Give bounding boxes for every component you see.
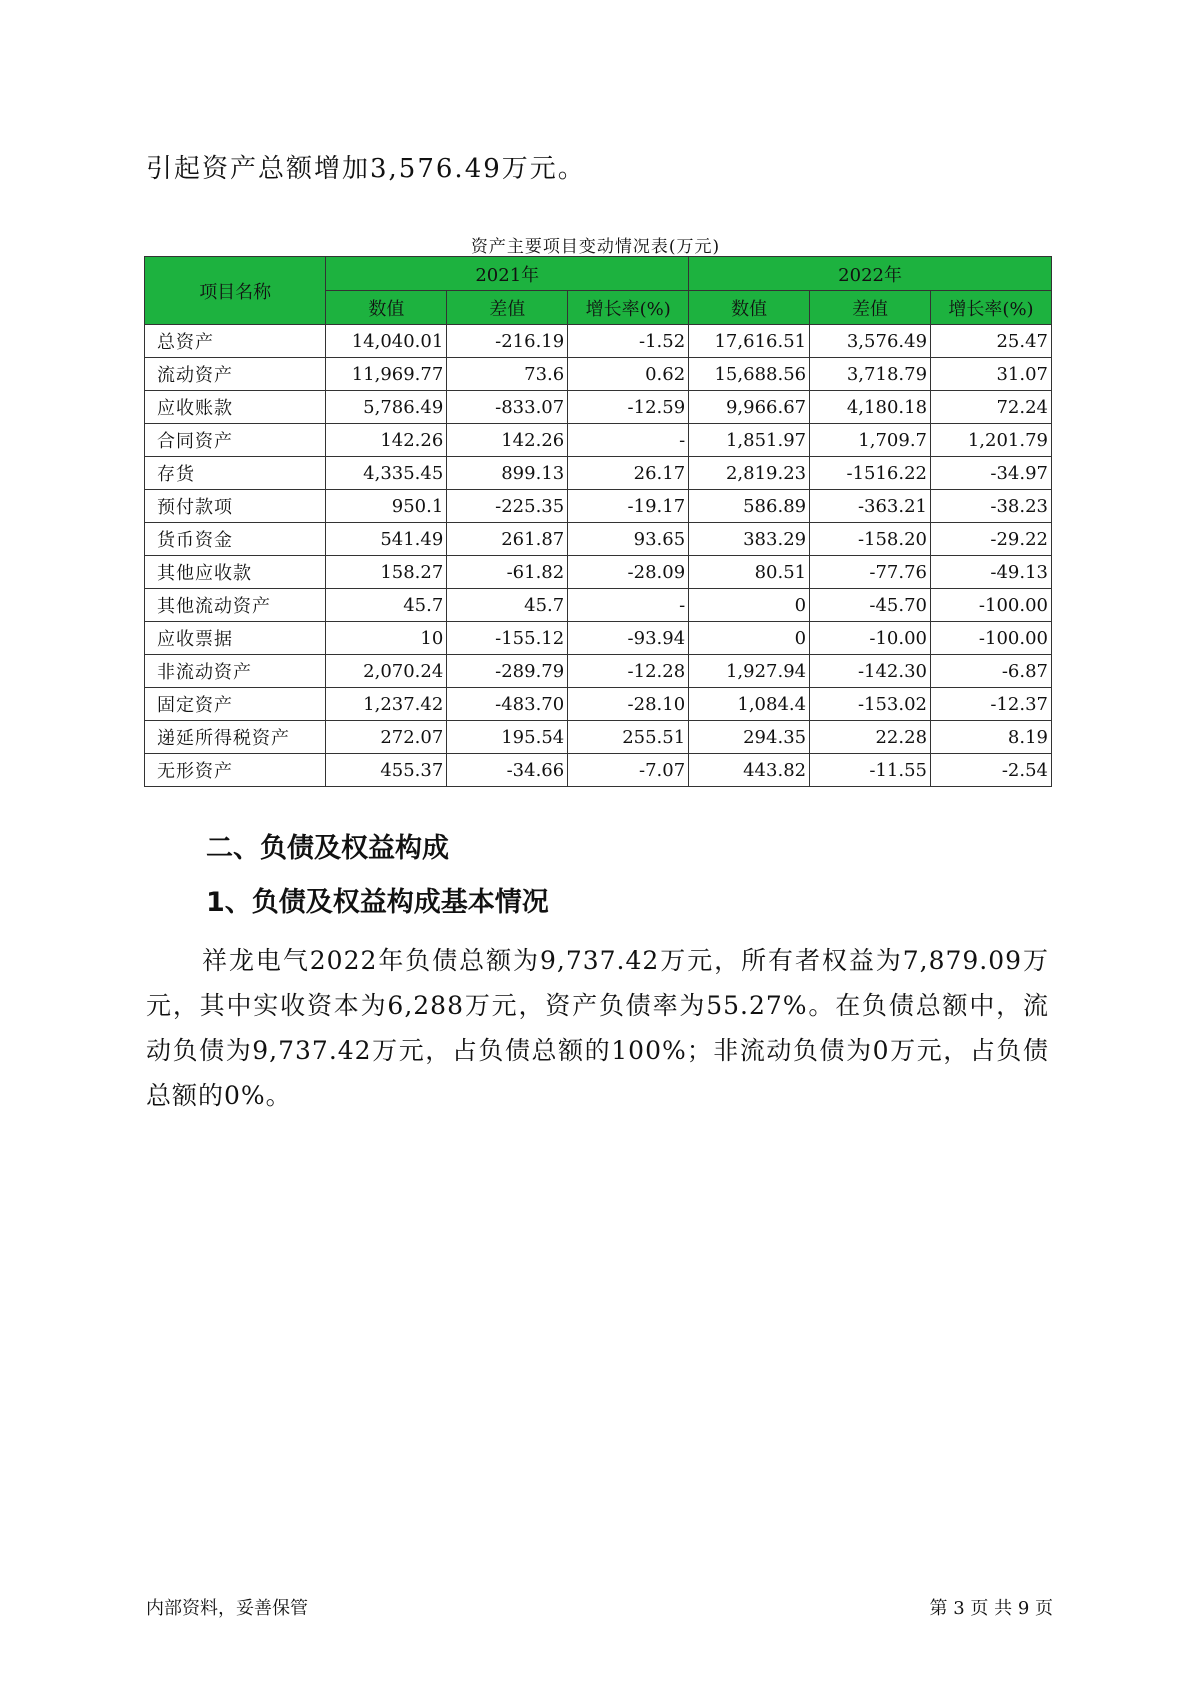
table-caption: 资产主要项目变动情况表(万元) bbox=[470, 237, 721, 257]
table-row bbox=[145, 457, 1052, 490]
row-label: 递延所得税资产 bbox=[145, 721, 326, 754]
table-cell: -483.70 bbox=[447, 688, 568, 721]
table-cell: 11,969.77 bbox=[326, 358, 447, 391]
table-cell: 80.51 bbox=[689, 556, 810, 589]
table-cell: 899.13 bbox=[447, 457, 568, 490]
year-header-2021: 2021年 bbox=[326, 257, 689, 291]
table-cell: 541.49 bbox=[326, 523, 447, 556]
table-cell: 1,927.94 bbox=[689, 655, 810, 688]
asset-change-table bbox=[144, 256, 1052, 787]
table-cell: 1,709.7 bbox=[810, 424, 931, 457]
table-cell: -153.02 bbox=[810, 688, 931, 721]
table-cell: 255.51 bbox=[568, 721, 689, 754]
table-cell: 383.29 bbox=[689, 523, 810, 556]
table-row bbox=[145, 655, 1052, 688]
table-cell: 72.24 bbox=[931, 391, 1052, 424]
table-cell: 73.6 bbox=[447, 358, 568, 391]
table-cell: 0 bbox=[689, 589, 810, 622]
table-cell: 195.54 bbox=[447, 721, 568, 754]
table-cell: 142.26 bbox=[447, 424, 568, 457]
table-cell: 1,851.97 bbox=[689, 424, 810, 457]
table-cell: 3,576.49 bbox=[810, 325, 931, 358]
table-cell: -225.35 bbox=[447, 490, 568, 523]
table-cell: 45.7 bbox=[447, 589, 568, 622]
table-cell: 586.89 bbox=[689, 490, 810, 523]
table-cell: 261.87 bbox=[447, 523, 568, 556]
row-label: 其他流动资产 bbox=[145, 589, 326, 622]
table-cell: 25.47 bbox=[931, 325, 1052, 358]
table-cell: 3,718.79 bbox=[810, 358, 931, 391]
table-cell: 9,966.67 bbox=[689, 391, 810, 424]
table-cell: 8.19 bbox=[931, 721, 1052, 754]
table-cell: 5,786.49 bbox=[326, 391, 447, 424]
intro-line: 引起资产总额增加3,576.49万元。 bbox=[146, 154, 586, 184]
table-cell: -12.28 bbox=[568, 655, 689, 688]
row-label: 流动资产 bbox=[145, 358, 326, 391]
row-label: 无形资产 bbox=[145, 754, 326, 787]
table-cell: -11.55 bbox=[810, 754, 931, 787]
table-row bbox=[145, 523, 1052, 556]
table-cell: 1,237.42 bbox=[326, 688, 447, 721]
table-cell: -12.59 bbox=[568, 391, 689, 424]
table-cell: -93.94 bbox=[568, 622, 689, 655]
table-row bbox=[145, 490, 1052, 523]
table-cell: 1,201.79 bbox=[931, 424, 1052, 457]
table-body bbox=[145, 325, 1052, 787]
table-cell: 14,040.01 bbox=[326, 325, 447, 358]
sub-header-growth: 增长率(%) bbox=[931, 291, 1052, 325]
sub-header-diff: 差值 bbox=[810, 291, 931, 325]
table-cell: 1,084.4 bbox=[689, 688, 810, 721]
table-cell: - bbox=[568, 424, 689, 457]
footer-note: 内部资料，妥善保管 bbox=[146, 1598, 308, 1619]
sub-header-value: 数值 bbox=[326, 291, 447, 325]
table-cell: 15,688.56 bbox=[689, 358, 810, 391]
table-cell: -6.87 bbox=[931, 655, 1052, 688]
table-cell: -19.17 bbox=[568, 490, 689, 523]
table-cell: -12.37 bbox=[931, 688, 1052, 721]
table-cell: - bbox=[568, 589, 689, 622]
table-cell: 31.07 bbox=[931, 358, 1052, 391]
table-cell: -28.09 bbox=[568, 556, 689, 589]
table-row bbox=[145, 688, 1052, 721]
row-label: 总资产 bbox=[145, 325, 326, 358]
table-row bbox=[145, 589, 1052, 622]
table-cell: -49.13 bbox=[931, 556, 1052, 589]
table-cell: 45.7 bbox=[326, 589, 447, 622]
table-cell: -61.82 bbox=[447, 556, 568, 589]
table-cell: -216.19 bbox=[447, 325, 568, 358]
table-row bbox=[145, 424, 1052, 457]
table-cell: -45.70 bbox=[810, 589, 931, 622]
table-cell: -10.00 bbox=[810, 622, 931, 655]
row-label: 固定资产 bbox=[145, 688, 326, 721]
table-cell: -7.07 bbox=[568, 754, 689, 787]
table-row bbox=[145, 721, 1052, 754]
row-label: 预付款项 bbox=[145, 490, 326, 523]
table-cell: 4,335.45 bbox=[326, 457, 447, 490]
table-row bbox=[145, 622, 1052, 655]
table-cell: -34.97 bbox=[931, 457, 1052, 490]
row-label: 非流动资产 bbox=[145, 655, 326, 688]
table-cell: -363.21 bbox=[810, 490, 931, 523]
sub-header-value: 数值 bbox=[689, 291, 810, 325]
table-cell: 10 bbox=[326, 622, 447, 655]
table-cell: 294.35 bbox=[689, 721, 810, 754]
sub-header-diff: 差值 bbox=[447, 291, 568, 325]
table-cell: 158.27 bbox=[326, 556, 447, 589]
table-cell: 22.28 bbox=[810, 721, 931, 754]
table-row bbox=[145, 391, 1052, 424]
table-row bbox=[145, 325, 1052, 358]
table-row bbox=[145, 556, 1052, 589]
table-cell: 4,180.18 bbox=[810, 391, 931, 424]
table-cell: -142.30 bbox=[810, 655, 931, 688]
table-cell: -833.07 bbox=[447, 391, 568, 424]
row-label: 其他应收款 bbox=[145, 556, 326, 589]
table-cell: -77.76 bbox=[810, 556, 931, 589]
table-cell: 455.37 bbox=[326, 754, 447, 787]
table-cell: 950.1 bbox=[326, 490, 447, 523]
table-cell: -289.79 bbox=[447, 655, 568, 688]
row-label: 合同资产 bbox=[145, 424, 326, 457]
table-cell: 2,070.24 bbox=[326, 655, 447, 688]
table-cell: 142.26 bbox=[326, 424, 447, 457]
sub-header-growth: 增长率(%) bbox=[568, 291, 689, 325]
table-cell: -28.10 bbox=[568, 688, 689, 721]
row-label: 货币资金 bbox=[145, 523, 326, 556]
row-label: 应收账款 bbox=[145, 391, 326, 424]
table-cell: 93.65 bbox=[568, 523, 689, 556]
table-cell: 272.07 bbox=[326, 721, 447, 754]
table-cell: 443.82 bbox=[689, 754, 810, 787]
page-number: 第 3 页 共 9 页 bbox=[929, 1598, 1053, 1619]
table-cell: -38.23 bbox=[931, 490, 1052, 523]
table-cell: 0.62 bbox=[568, 358, 689, 391]
table-cell: -100.00 bbox=[931, 589, 1052, 622]
table-cell: 17,616.51 bbox=[689, 325, 810, 358]
table-cell: 2,819.23 bbox=[689, 457, 810, 490]
table-cell: -1.52 bbox=[568, 325, 689, 358]
table-row bbox=[145, 754, 1052, 787]
table-cell: -100.00 bbox=[931, 622, 1052, 655]
year-header-2022: 2022年 bbox=[689, 257, 1052, 291]
table-cell: -2.54 bbox=[931, 754, 1052, 787]
table-cell: 26.17 bbox=[568, 457, 689, 490]
item-name-header: 项目名称 bbox=[145, 257, 326, 325]
table-cell: -158.20 bbox=[810, 523, 931, 556]
row-label: 存货 bbox=[145, 457, 326, 490]
table-cell: -34.66 bbox=[447, 754, 568, 787]
table-cell: 0 bbox=[689, 622, 810, 655]
table-cell: -29.22 bbox=[931, 523, 1052, 556]
subsection-heading: 1、负债及权益构成基本情况 bbox=[206, 887, 549, 918]
row-label: 应收票据 bbox=[145, 622, 326, 655]
section-heading: 二、负债及权益构成 bbox=[206, 833, 449, 864]
table-cell: -1516.22 bbox=[810, 457, 931, 490]
table-row bbox=[145, 358, 1052, 391]
body-paragraph: 祥龙电气2022年负债总额为9,737.42万元，所有者权益为7,879.09万元，其中实收资本为6,288万元，资产负债率为55.27%。在负债总额中，流动负债为9,737.42万元，占负债总额的100%；非流动负债为0万元，占负债总额的0%。 bbox=[146, 946, 1049, 1110]
table-cell: -155.12 bbox=[447, 622, 568, 655]
